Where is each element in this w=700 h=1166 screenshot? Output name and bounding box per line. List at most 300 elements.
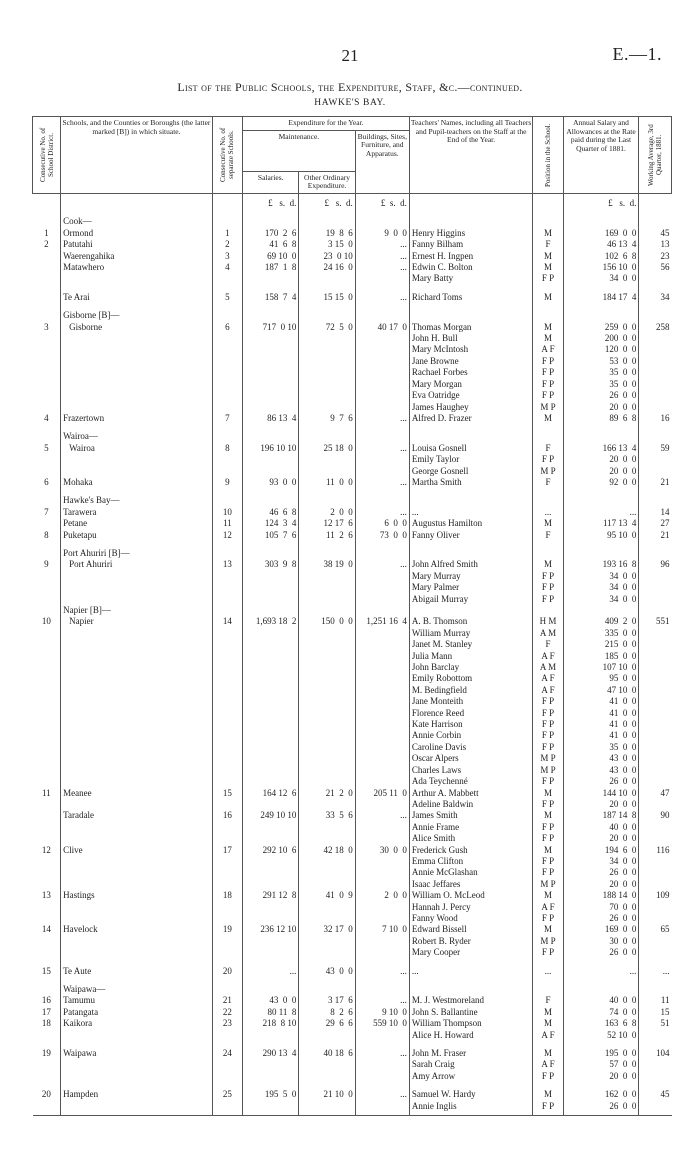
table-row bbox=[33, 488, 672, 506]
cell-working-average bbox=[639, 833, 672, 844]
cell-teacher-name: Ernest H. Ingpen bbox=[409, 251, 532, 262]
cell-position: F P bbox=[533, 571, 563, 582]
cell-district-no bbox=[33, 273, 61, 284]
table-row bbox=[33, 765, 672, 776]
cell-school-no bbox=[212, 936, 242, 947]
cell-other-expenditure bbox=[299, 379, 355, 390]
cell-position: A F bbox=[533, 344, 563, 355]
cell-teacher-name: Emily Taylor bbox=[409, 454, 532, 465]
cell-district-no bbox=[33, 776, 61, 787]
cell-salaries bbox=[243, 902, 299, 913]
cell-school-name: Patangata bbox=[61, 1007, 213, 1018]
cell-buildings bbox=[355, 466, 409, 477]
cell-salaries bbox=[243, 730, 299, 741]
cell-teacher-name: Jane Browne bbox=[409, 356, 532, 367]
cell-salaries: 218 8 10 bbox=[243, 1018, 299, 1029]
cell-annual-salary: 102 6 8 bbox=[563, 251, 639, 262]
cell-buildings bbox=[355, 833, 409, 844]
cell-district-no bbox=[33, 454, 61, 465]
cell-teacher-name bbox=[409, 424, 532, 442]
cell-other-expenditure bbox=[299, 742, 355, 753]
cell-buildings bbox=[355, 765, 409, 776]
cell-other-expenditure bbox=[299, 402, 355, 413]
cell-district-no bbox=[33, 628, 61, 639]
cell-position: M bbox=[533, 788, 563, 799]
cell-school-no bbox=[212, 730, 242, 741]
cell-district-no: 9 bbox=[44, 559, 49, 570]
cell-district-no bbox=[33, 810, 61, 821]
cell-position: M bbox=[533, 559, 563, 570]
cell-working-average: 11 bbox=[639, 995, 672, 1006]
cell-buildings bbox=[355, 696, 409, 707]
cell-district-no: 4 bbox=[44, 412, 49, 423]
cell-buildings bbox=[355, 719, 409, 730]
cell-other-expenditure: 150 0 0 bbox=[299, 616, 355, 627]
cell-school-name bbox=[61, 582, 213, 593]
cell-district-no bbox=[33, 390, 61, 401]
cell-salaries bbox=[243, 977, 299, 995]
cell-working-average: 96 bbox=[639, 559, 672, 570]
cell-working-average: 21 bbox=[639, 530, 672, 541]
cell-teacher-name: Ada Teychenné bbox=[409, 776, 532, 787]
cell-teacher-name: ... bbox=[409, 507, 532, 518]
cell-district-no: 1 bbox=[44, 227, 49, 238]
cell-school-no: 5 bbox=[212, 285, 242, 303]
cell-district-no bbox=[33, 719, 61, 730]
table-row bbox=[33, 753, 672, 764]
table-row bbox=[33, 833, 672, 844]
cell-annual-salary: 156 10 0 bbox=[563, 262, 639, 273]
cell-salaries bbox=[243, 879, 299, 890]
cell-district-no bbox=[33, 1101, 61, 1116]
cell-buildings bbox=[355, 730, 409, 741]
cell-school-name bbox=[61, 639, 213, 650]
cell-buildings: 30 0 0 bbox=[355, 845, 409, 856]
cell-position: M bbox=[533, 518, 563, 529]
cell-salaries bbox=[243, 673, 299, 684]
table-row bbox=[33, 443, 672, 454]
cell-district-no bbox=[33, 639, 61, 650]
cell-other-expenditure: 38 19 0 bbox=[299, 559, 355, 570]
cell-annual-salary: 41 0 0 bbox=[563, 730, 639, 741]
cell-teacher-name: Jane Monteith bbox=[409, 696, 532, 707]
cell-school-name: Hampden bbox=[61, 1082, 213, 1100]
cell-salaries bbox=[243, 594, 299, 605]
cell-school-no bbox=[212, 390, 242, 401]
cell-salaries bbox=[243, 1059, 299, 1070]
table-row bbox=[33, 379, 672, 390]
cell-salaries: 86 13 4 bbox=[243, 413, 299, 424]
cell-district-no bbox=[33, 582, 61, 593]
cell-position: ... bbox=[533, 507, 563, 518]
cell-salaries: 187 1 8 bbox=[243, 262, 299, 273]
cell-school-no: 2 bbox=[212, 239, 242, 250]
cell-district-no bbox=[33, 662, 61, 673]
cell-school-no bbox=[212, 1030, 242, 1041]
cell-salaries bbox=[243, 799, 299, 810]
cell-district-no bbox=[33, 1059, 61, 1070]
cell-other-expenditure bbox=[299, 856, 355, 867]
cell-position: F P bbox=[533, 367, 563, 378]
cell-school-name bbox=[61, 402, 213, 413]
cell-teacher-name: Samuel W. Hardy bbox=[409, 1082, 532, 1100]
cell-district-no bbox=[33, 356, 61, 367]
cell-other-expenditure bbox=[299, 765, 355, 776]
cell-buildings bbox=[355, 1071, 409, 1082]
cell-salaries bbox=[243, 541, 299, 559]
cell-salaries bbox=[243, 867, 299, 878]
cell-annual-salary: 26 0 0 bbox=[563, 913, 639, 924]
cell-working-average bbox=[639, 673, 672, 684]
cell-buildings bbox=[355, 936, 409, 947]
cell-school-no bbox=[212, 333, 242, 344]
cell-salaries: 80 11 8 bbox=[243, 1007, 299, 1018]
cell-school-name bbox=[61, 356, 213, 367]
cell-working-average bbox=[639, 902, 672, 913]
table-row bbox=[33, 845, 672, 856]
cell-teacher-name: Emily Robottom bbox=[409, 673, 532, 684]
cell-working-average bbox=[639, 1071, 672, 1082]
cell-buildings bbox=[355, 1059, 409, 1070]
cell-working-average: 116 bbox=[639, 845, 672, 856]
cell-other-expenditure bbox=[299, 685, 355, 696]
cell-salaries: 291 12 8 bbox=[243, 890, 299, 901]
cell-other-expenditure bbox=[299, 582, 355, 593]
cell-annual-salary: 40 0 0 bbox=[563, 822, 639, 833]
cell-buildings bbox=[355, 454, 409, 465]
cell-district-no bbox=[33, 424, 61, 442]
cell-school-name: Te Arai bbox=[61, 285, 213, 303]
cell-school-name: Napier [B]— bbox=[61, 605, 213, 616]
cell-teacher-name: George Gosnell bbox=[409, 466, 532, 477]
table-row bbox=[33, 616, 672, 627]
table-row bbox=[33, 303, 672, 321]
table-row bbox=[33, 413, 672, 424]
cell-district-no bbox=[33, 251, 61, 262]
cell-annual-salary: 20 0 0 bbox=[563, 454, 639, 465]
cell-salaries bbox=[243, 209, 299, 227]
cell-district-no bbox=[33, 742, 61, 753]
cell-working-average bbox=[639, 605, 672, 616]
cell-working-average bbox=[639, 662, 672, 673]
cell-school-no bbox=[212, 977, 242, 995]
cell-buildings bbox=[355, 356, 409, 367]
cell-school-no bbox=[212, 1071, 242, 1082]
cell-school-no: 14 bbox=[212, 616, 242, 627]
cell-school-no bbox=[212, 1059, 242, 1070]
cell-salaries: 717 0 10 bbox=[243, 322, 299, 333]
cell-salaries bbox=[243, 822, 299, 833]
cell-school-name: Gisborne bbox=[61, 322, 213, 333]
cell-school-no bbox=[212, 541, 242, 559]
cell-teacher-name: Fanny Bilham bbox=[409, 239, 532, 250]
cell-school-no bbox=[212, 856, 242, 867]
cell-salaries: 290 13 4 bbox=[243, 1041, 299, 1059]
cell-teacher-name: John Alfred Smith bbox=[409, 559, 532, 570]
cell-school-no bbox=[212, 454, 242, 465]
cell-annual-salary bbox=[563, 977, 639, 995]
cell-working-average: 27 bbox=[639, 518, 672, 529]
table-row bbox=[33, 936, 672, 947]
cell-district-no bbox=[33, 402, 61, 413]
cell-teacher-name: Alice H. Howard bbox=[409, 1030, 532, 1041]
cell-salaries: 124 3 4 bbox=[243, 518, 299, 529]
cell-position bbox=[533, 424, 563, 442]
cell-district-no bbox=[33, 209, 61, 227]
cell-other-expenditure bbox=[299, 466, 355, 477]
table-row bbox=[33, 867, 672, 878]
cell-district-no bbox=[33, 367, 61, 378]
cell-position: F bbox=[533, 443, 563, 454]
table-row bbox=[33, 571, 672, 582]
cell-working-average bbox=[639, 1101, 672, 1116]
cell-teacher-name: Annie Frame bbox=[409, 822, 532, 833]
cell-working-average bbox=[639, 303, 672, 321]
cell-school-no: 23 bbox=[212, 1018, 242, 1029]
cell-buildings bbox=[355, 639, 409, 650]
cell-buildings: ... bbox=[355, 477, 409, 488]
cell-school-name bbox=[61, 708, 213, 719]
cell-district-no: 19 bbox=[41, 1048, 51, 1059]
cell-annual-salary: 120 0 0 bbox=[563, 344, 639, 355]
cell-teacher-name bbox=[409, 209, 532, 227]
cell-buildings bbox=[355, 856, 409, 867]
cell-other-expenditure bbox=[299, 344, 355, 355]
cell-other-expenditure: 2 0 0 bbox=[299, 507, 355, 518]
cell-working-average bbox=[639, 209, 672, 227]
cell-position: M bbox=[533, 228, 563, 239]
cell-teacher-name: John H. Bull bbox=[409, 333, 532, 344]
table-row bbox=[33, 696, 672, 707]
cell-teacher-name: M. Bedingfield bbox=[409, 685, 532, 696]
table-row bbox=[33, 799, 672, 810]
cell-position: A F bbox=[533, 1030, 563, 1041]
cell-annual-salary bbox=[563, 209, 639, 227]
cell-salaries bbox=[243, 402, 299, 413]
cell-position: F P bbox=[533, 833, 563, 844]
cell-buildings bbox=[355, 879, 409, 890]
cell-school-name bbox=[61, 776, 213, 787]
cell-working-average bbox=[639, 753, 672, 764]
cell-teacher-name: Edwin C. Bolton bbox=[409, 262, 532, 273]
table-row bbox=[33, 285, 672, 303]
cell-school-no: 12 bbox=[212, 530, 242, 541]
cell-position: M bbox=[533, 333, 563, 344]
cell-school-name bbox=[61, 379, 213, 390]
cell-other-expenditure bbox=[299, 799, 355, 810]
cell-school-no bbox=[212, 628, 242, 639]
cell-annual-salary: 47 10 0 bbox=[563, 685, 639, 696]
cell-school-no: 21 bbox=[212, 995, 242, 1006]
cell-working-average bbox=[639, 367, 672, 378]
cell-teacher-name: Frederick Gush bbox=[409, 845, 532, 856]
cell-position: M bbox=[533, 810, 563, 821]
cell-annual-salary: 117 13 4 bbox=[563, 518, 639, 529]
cell-annual-salary: 40 0 0 bbox=[563, 995, 639, 1006]
cell-district-no: 8 bbox=[44, 529, 49, 540]
cell-teacher-name: Sarah Craig bbox=[409, 1059, 532, 1070]
cell-school-name bbox=[61, 742, 213, 753]
units-other: £ s. d. bbox=[299, 198, 355, 209]
cell-school-no: 7 bbox=[212, 413, 242, 424]
cell-salaries bbox=[243, 947, 299, 958]
cell-other-expenditure bbox=[299, 605, 355, 616]
cell-district-no bbox=[33, 708, 61, 719]
cell-position: F bbox=[533, 477, 563, 488]
cell-annual-salary bbox=[563, 424, 639, 442]
cell-buildings bbox=[355, 488, 409, 506]
cell-position: M P bbox=[533, 765, 563, 776]
cell-other-expenditure bbox=[299, 571, 355, 582]
cell-other-expenditure bbox=[299, 730, 355, 741]
cell-working-average bbox=[639, 639, 672, 650]
cell-working-average: 90 bbox=[639, 810, 672, 821]
cell-other-expenditure bbox=[299, 1030, 355, 1041]
cell-school-name bbox=[61, 719, 213, 730]
cell-annual-salary: 43 0 0 bbox=[563, 765, 639, 776]
cell-working-average bbox=[639, 765, 672, 776]
table-row bbox=[33, 902, 672, 913]
cell-annual-salary: 20 0 0 bbox=[563, 799, 639, 810]
cell-working-average bbox=[639, 936, 672, 947]
cell-buildings bbox=[355, 977, 409, 995]
cell-district-no: 6 bbox=[44, 476, 49, 487]
table-row bbox=[33, 507, 672, 518]
cell-other-expenditure: 11 2 6 bbox=[299, 530, 355, 541]
document-reference: E.—1. bbox=[612, 44, 662, 64]
cell-buildings: 40 17 0 bbox=[355, 322, 409, 333]
cell-working-average bbox=[639, 708, 672, 719]
cell-school-no bbox=[212, 582, 242, 593]
page-number: 21 bbox=[341, 46, 359, 65]
table-row bbox=[33, 685, 672, 696]
cell-annual-salary: 41 0 0 bbox=[563, 708, 639, 719]
cell-teacher-name: M. J. Westmoreland bbox=[409, 995, 532, 1006]
cell-working-average: 13 bbox=[639, 239, 672, 250]
cell-district-no bbox=[33, 379, 61, 390]
cell-working-average bbox=[639, 379, 672, 390]
cell-district-no bbox=[33, 651, 61, 662]
cell-other-expenditure bbox=[299, 488, 355, 506]
cell-other-expenditure bbox=[299, 594, 355, 605]
cell-salaries: 292 10 6 bbox=[243, 845, 299, 856]
cell-other-expenditure bbox=[299, 822, 355, 833]
cell-teacher-name: James Smith bbox=[409, 810, 532, 821]
cell-annual-salary: 41 0 0 bbox=[563, 696, 639, 707]
cell-salaries bbox=[243, 466, 299, 477]
cell-salaries: 164 12 6 bbox=[243, 788, 299, 799]
cell-school-no: 24 bbox=[212, 1041, 242, 1059]
cell-annual-salary: 163 6 8 bbox=[563, 1018, 639, 1029]
cell-school-no bbox=[212, 765, 242, 776]
cell-teacher-name bbox=[409, 541, 532, 559]
cell-other-expenditure: 25 18 0 bbox=[299, 443, 355, 454]
cell-teacher-name: Hannah J. Percy bbox=[409, 902, 532, 913]
cell-buildings bbox=[355, 673, 409, 684]
cell-annual-salary: 74 0 0 bbox=[563, 1007, 639, 1018]
cell-buildings: 559 10 0 bbox=[355, 1018, 409, 1029]
cell-position: F P bbox=[533, 379, 563, 390]
cell-working-average: 551 bbox=[639, 616, 672, 627]
cell-other-expenditure bbox=[299, 833, 355, 844]
table-row bbox=[33, 1041, 672, 1059]
cell-other-expenditure: 9 7 6 bbox=[299, 413, 355, 424]
cell-district-no: 7 bbox=[44, 506, 49, 517]
cell-teacher-name: Caroline Davis bbox=[409, 742, 532, 753]
header-school-no: Consecutive No. of separate Schools. bbox=[212, 117, 242, 194]
cell-working-average bbox=[639, 402, 672, 413]
cell-teacher-name: Rachael Forbes bbox=[409, 367, 532, 378]
cell-working-average bbox=[639, 333, 672, 344]
cell-salaries bbox=[243, 753, 299, 764]
header-attendance: Working Average, 3rd Quarter, 1881. bbox=[639, 117, 672, 194]
cell-teacher-name: Florence Reed bbox=[409, 708, 532, 719]
cell-school-no bbox=[212, 753, 242, 764]
cell-salaries bbox=[243, 454, 299, 465]
cell-annual-salary: 144 10 0 bbox=[563, 788, 639, 799]
cell-teacher-name: A. B. Thomson bbox=[409, 616, 532, 627]
cell-other-expenditure bbox=[299, 1101, 355, 1116]
cell-position: A F bbox=[533, 902, 563, 913]
cell-school-name: Frazertown bbox=[61, 413, 213, 424]
cell-school-no bbox=[212, 867, 242, 878]
cell-other-expenditure bbox=[299, 947, 355, 958]
cell-working-average: 21 bbox=[639, 477, 672, 488]
cell-buildings bbox=[355, 822, 409, 833]
cell-school-name bbox=[61, 1071, 213, 1082]
cell-other-expenditure bbox=[299, 696, 355, 707]
cell-teacher-name: Annie Inglis bbox=[409, 1101, 532, 1116]
cell-other-expenditure bbox=[299, 356, 355, 367]
cell-working-average: 56 bbox=[639, 262, 672, 273]
cell-position: M P bbox=[533, 402, 563, 413]
cell-other-expenditure: 15 15 0 bbox=[299, 285, 355, 303]
table-row bbox=[33, 262, 672, 273]
cell-school-no bbox=[212, 673, 242, 684]
cell-school-name: Waipawa bbox=[61, 1041, 213, 1059]
cell-school-no: 1 bbox=[212, 228, 242, 239]
cell-district-no bbox=[33, 518, 61, 529]
table-row bbox=[33, 719, 672, 730]
table-row bbox=[33, 402, 672, 413]
cell-school-no bbox=[212, 402, 242, 413]
cell-teacher-name: John M. Fraser bbox=[409, 1041, 532, 1059]
table-row bbox=[33, 1101, 672, 1116]
cell-position: F P bbox=[533, 356, 563, 367]
cell-teacher-name: Mary McIntosh bbox=[409, 344, 532, 355]
cell-other-expenditure: 43 0 0 bbox=[299, 959, 355, 977]
cell-school-name: Hastings bbox=[61, 890, 213, 901]
cell-teacher-name: Abigail Murray bbox=[409, 594, 532, 605]
cell-buildings bbox=[355, 708, 409, 719]
cell-position: F P bbox=[533, 390, 563, 401]
cell-school-no bbox=[212, 605, 242, 616]
cell-teacher-name: Annie Corbin bbox=[409, 730, 532, 741]
cell-buildings bbox=[355, 913, 409, 924]
cell-district-no bbox=[33, 833, 61, 844]
cell-buildings bbox=[355, 367, 409, 378]
cell-buildings bbox=[355, 402, 409, 413]
cell-teacher-name: ... bbox=[409, 959, 532, 977]
cell-school-name: Port Ahuriri [B]— bbox=[61, 541, 213, 559]
cell-school-no: 13 bbox=[212, 559, 242, 570]
table-row bbox=[33, 390, 672, 401]
cell-school-no bbox=[212, 639, 242, 650]
cell-salaries bbox=[243, 719, 299, 730]
cell-school-name: Napier bbox=[61, 616, 213, 627]
cell-other-expenditure bbox=[299, 454, 355, 465]
cell-other-expenditure: 33 5 6 bbox=[299, 810, 355, 821]
